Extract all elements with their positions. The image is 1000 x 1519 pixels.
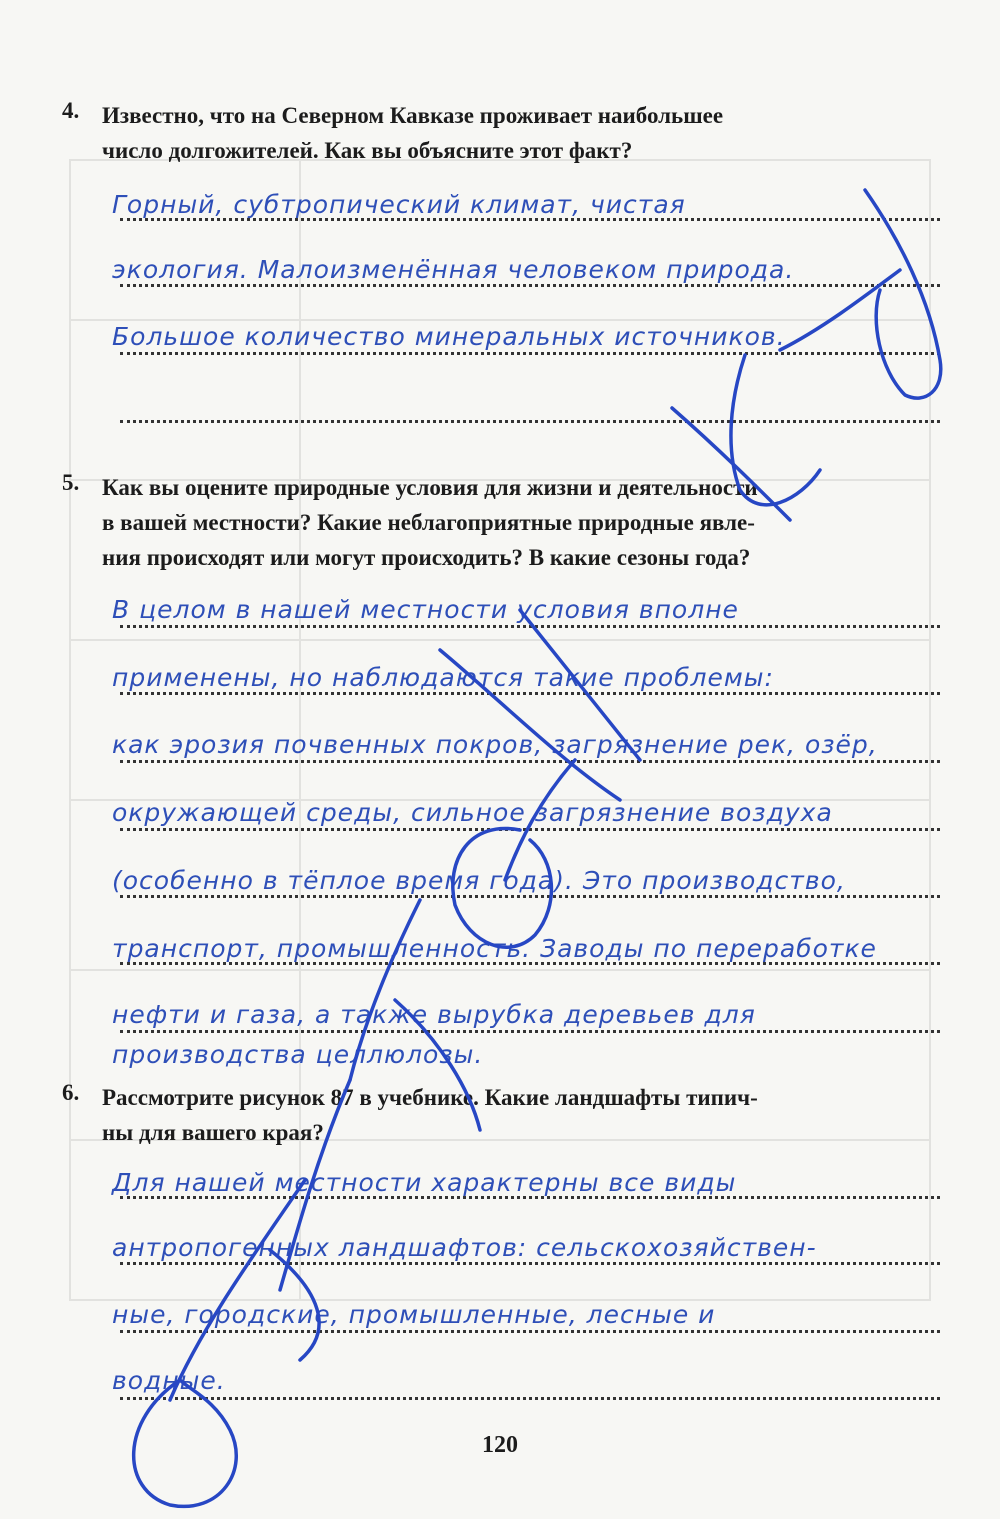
question-number: 4.	[62, 98, 80, 123]
page-number: 120	[482, 1432, 518, 1458]
question-number: 5.	[62, 470, 80, 495]
answer-line	[120, 962, 940, 965]
answer-line	[120, 1196, 940, 1199]
question-5	[62, 470, 942, 575]
answer-text: Горный, субтропический климат, чистая	[112, 190, 686, 219]
answer-text: как эрозия почвенных покров, загрязнение рек, озёр,	[112, 730, 878, 759]
answer-line	[120, 692, 940, 695]
question-6	[62, 1080, 942, 1150]
answer-text: водные.	[112, 1366, 226, 1395]
answer-text: окружающей среды, сильное загрязнение воздуха	[112, 798, 833, 827]
answer-text: Большое количество минеральных источников.	[112, 322, 786, 351]
answer-line	[120, 828, 940, 831]
answer-line	[120, 284, 940, 287]
question-text: Рассмотрите рисунок 87 в учебнике. Какие ландшафты типич- ны для вашего края?	[102, 1085, 758, 1145]
answer-line	[120, 1030, 940, 1033]
answer-line	[120, 420, 940, 423]
answer-text: экология. Малоизменённая человеком природа.	[112, 255, 795, 284]
answer-text: нефти и газа, а также вырубка деревьев для	[112, 1000, 756, 1029]
answer-line	[120, 1397, 940, 1400]
answer-text: Для нашей местности характерны все виды	[112, 1168, 737, 1197]
question-text: Как вы оцените природные условия для жизни и деятельности в вашей местности? Какие неблагоприятные природные явле- ния происходят или могут происходить? В какие сезоны года?	[102, 475, 758, 570]
answer-text: ные, городские, промышленные, лесные и	[112, 1300, 716, 1329]
answer-line	[120, 1330, 940, 1333]
question-text: Известно, что на Северном Кавказе проживает наибольшее число долгожителей. Как вы объясните этот факт?	[102, 103, 724, 163]
answer-line	[120, 218, 940, 221]
answer-line	[120, 1262, 940, 1265]
answer-text: (особенно в тёплое время года). Это производство,	[112, 866, 846, 895]
question-4	[62, 98, 942, 168]
answer-line	[120, 760, 940, 763]
answer-text: применены, но наблюдаются такие проблемы:	[112, 663, 774, 692]
answer-line	[120, 625, 940, 628]
question-number: 6.	[62, 1080, 80, 1105]
answer-text: транспорт, промышленность. Заводы по переработке	[112, 934, 877, 963]
answer-text: производства целлюлозы.	[112, 1040, 484, 1069]
answer-line	[120, 895, 940, 898]
answer-text: В целом в нашей местности условия вполне	[112, 595, 739, 624]
answer-text: антропогенных ландшафтов: сельскохозяйствен-	[112, 1233, 817, 1262]
answer-line	[120, 352, 940, 355]
